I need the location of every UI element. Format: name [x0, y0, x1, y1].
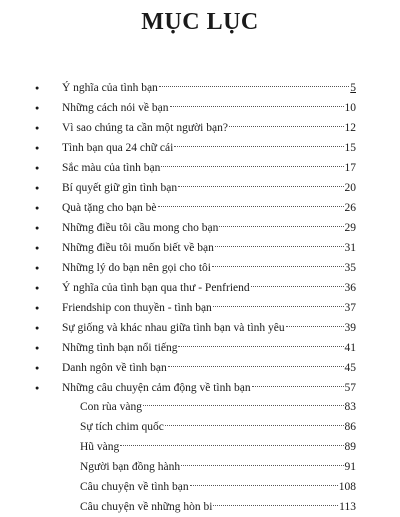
- bullet-icon: ●: [35, 124, 40, 132]
- dot-leader: [159, 86, 349, 87]
- toc-entry[interactable]: [35, 318, 356, 338]
- bullet-icon: ●: [35, 384, 40, 392]
- toc-entry-page: 57: [344, 382, 356, 394]
- toc-entry-page: 39: [344, 322, 356, 334]
- dot-leader: [143, 405, 344, 406]
- dot-leader: [120, 445, 343, 446]
- dot-leader: [170, 106, 344, 107]
- toc-subentry-title: Câu chuyện về những hòn bi: [80, 501, 213, 513]
- toc-entry-title: Friendship con thuyền - tình bạn: [62, 302, 212, 314]
- bullet-icon: ●: [35, 164, 40, 172]
- bullet-icon: ●: [35, 104, 40, 112]
- toc-entry[interactable]: [35, 338, 356, 358]
- toc-entry[interactable]: [35, 278, 356, 298]
- toc-subentry-page: 113: [339, 501, 356, 513]
- dot-leader: [158, 206, 344, 207]
- toc-entry-title: Tình bạn qua 24 chữ cái: [62, 142, 174, 154]
- toc-entry-title: Những cách nói về bạn: [62, 102, 169, 114]
- dot-leader: [229, 126, 344, 127]
- toc-subentry[interactable]: [80, 417, 356, 437]
- toc-entry-page: 36: [344, 282, 356, 294]
- bullet-icon: ●: [35, 344, 40, 352]
- toc-entry[interactable]: [35, 258, 356, 278]
- toc-entry-title: Bí quyết giữ gìn tình bạn: [62, 182, 178, 194]
- bullet-icon: ●: [35, 284, 40, 292]
- toc-entry[interactable]: [35, 98, 356, 118]
- bullet-icon: ●: [35, 304, 40, 312]
- bullet-icon: ●: [35, 224, 40, 232]
- toc-subentry-title: Hũ vàng: [80, 441, 120, 453]
- toc-entry-title: Quà tặng cho bạn bè: [62, 202, 157, 214]
- toc-entry-page: 29: [344, 222, 356, 234]
- toc-entry[interactable]: [35, 298, 356, 318]
- toc-entry-page: 10: [344, 102, 356, 114]
- toc-entry[interactable]: [35, 78, 356, 98]
- toc-entry-title: Những câu chuyện cảm động về tình bạn: [62, 382, 251, 394]
- bullet-icon: ●: [35, 324, 40, 332]
- bullet-icon: ●: [35, 264, 40, 272]
- toc-entry-page: 35: [344, 262, 356, 274]
- toc-subentry-page: 86: [344, 421, 356, 433]
- toc-entry-title: Vì sao chúng ta cần một người bạn?: [62, 122, 228, 134]
- toc-entry[interactable]: [35, 198, 356, 218]
- toc-subentry[interactable]: [80, 397, 356, 417]
- toc-subentry-title: Câu chuyện về tình bạn: [80, 481, 189, 493]
- dot-leader: [181, 465, 343, 466]
- toc-entry-title: Sự giống và khác nhau giữa tình bạn và tình yêu: [62, 322, 285, 334]
- toc-entry-title: Ý nghĩa của tình bạn qua thư - Penfriend: [62, 282, 250, 294]
- toc-entry[interactable]: [35, 358, 356, 378]
- bullet-icon: ●: [35, 244, 40, 252]
- dot-leader: [212, 266, 343, 267]
- toc-entry-page: 37: [344, 302, 356, 314]
- toc-subentry[interactable]: [80, 497, 356, 517]
- dot-leader: [252, 386, 344, 387]
- dot-leader: [213, 306, 344, 307]
- toc-entry-page: 20: [344, 182, 356, 194]
- bullet-icon: ●: [35, 364, 40, 372]
- toc-entry-title: Danh ngôn về tình bạn: [62, 362, 167, 374]
- dot-leader: [215, 246, 344, 247]
- dot-leader: [190, 485, 338, 486]
- dot-leader: [161, 166, 343, 167]
- bullet-icon: ●: [35, 184, 40, 192]
- toc-entry-page: 45: [344, 362, 356, 374]
- toc-entry-title: Ý nghĩa của tình bạn: [62, 82, 158, 94]
- dot-leader: [251, 286, 344, 287]
- toc-subentry-title: Sự tích chim quốc: [80, 421, 164, 433]
- toc-entry[interactable]: [35, 178, 356, 198]
- toc-subentry[interactable]: [80, 457, 356, 477]
- dot-leader: [213, 505, 338, 506]
- toc-subentry-page: 108: [338, 481, 356, 493]
- toc-entry-page: 41: [344, 342, 356, 354]
- toc-entry-page: 5: [350, 82, 356, 94]
- toc-subentry-page: 91: [344, 461, 356, 473]
- toc-subentry[interactable]: [80, 477, 356, 497]
- dot-leader: [219, 226, 343, 227]
- toc-entry-page: 12: [344, 122, 356, 134]
- dot-leader: [168, 366, 344, 367]
- dot-leader: [178, 346, 343, 347]
- toc-entry[interactable]: [35, 118, 356, 138]
- toc-entry-title: Sắc màu của tình bạn: [62, 162, 161, 174]
- dot-leader: [174, 146, 343, 147]
- toc-entry-title: Những lý do bạn nên gọi cho tôi: [62, 262, 212, 274]
- bullet-icon: ●: [35, 84, 40, 92]
- toc-subentry-title: Người bạn đồng hành: [80, 461, 181, 473]
- bullet-icon: ●: [35, 144, 40, 152]
- toc-entry-page: 17: [344, 162, 356, 174]
- dot-leader: [178, 186, 343, 187]
- toc-entry-title: Những tình bạn nổi tiếng: [62, 342, 178, 354]
- toc-entry[interactable]: [35, 158, 356, 178]
- toc-subentry[interactable]: [80, 437, 356, 457]
- toc-entry-page: 26: [344, 202, 356, 214]
- toc-entry[interactable]: [35, 138, 356, 158]
- dot-leader: [165, 425, 344, 426]
- toc-entry[interactable]: [35, 238, 356, 258]
- toc-subentry-page: 83: [344, 401, 356, 413]
- dot-leader: [286, 326, 344, 327]
- toc-entry-page: 15: [344, 142, 356, 154]
- toc-entry-title: Những điều tôi muốn biết về bạn: [62, 242, 214, 254]
- toc-entry[interactable]: [35, 378, 356, 398]
- bullet-icon: ●: [35, 204, 40, 212]
- toc-entry-page: 31: [344, 242, 356, 254]
- toc-entry[interactable]: [35, 218, 356, 238]
- toc-subentry-title: Con rùa vàng: [80, 401, 142, 413]
- toc-subentry-page: 89: [344, 441, 356, 453]
- toc-entry-title: Những điều tôi cầu mong cho bạn: [62, 222, 219, 234]
- page-title: MỤC LỤC: [141, 9, 259, 35]
